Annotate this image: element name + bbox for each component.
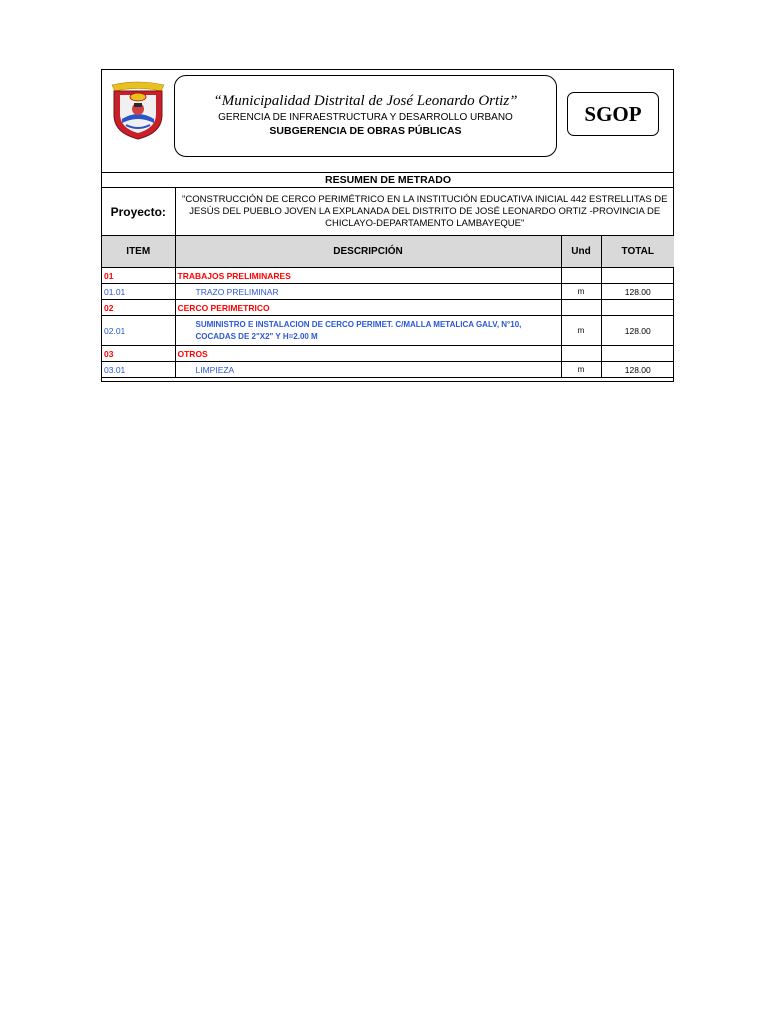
table-row [102,316,674,346]
item-description: CERCO PERIMETRICO [175,300,561,316]
metrado-table [102,172,674,378]
table-row [102,268,674,284]
resumen-row [102,172,674,188]
column-header-item: ITEM [102,236,175,268]
subgerencia-name: SUBGERENCIA DE OBRAS PÚBLICAS [269,125,462,137]
item-code: 01 [102,268,175,284]
item-total [601,346,674,362]
item-description: LIMPIEZA [175,362,561,378]
table-row [102,346,674,362]
item-unit: m [561,284,601,300]
document-header [102,70,673,173]
item-total [601,268,674,284]
item-code: 02 [102,300,175,316]
item-unit [561,346,601,362]
item-code: 02.01 [102,316,175,346]
item-unit: m [561,362,601,378]
gerencia-name: GERENCIA DE INFRAESTRUCTURA Y DESARROLLO URBANO [218,112,513,123]
title-box [174,75,557,157]
item-total: 128.00 [601,316,674,346]
proyecto-label: Proyecto: [102,188,175,236]
sgop-badge: SGOP [567,92,659,136]
item-description: OTROS [175,346,561,362]
item-total [601,300,674,316]
item-description: SUMINISTRO E INSTALACION DE CERCO PERIMET. C/MALLA METALICA GALV, N°10, COCADAS DE 2"X2" Y H=2.00 M [175,316,561,346]
table-row [102,284,674,300]
municipality-name: “Municipalidad Distrital de José Leonardo Ortiz” [213,93,518,109]
item-code: 03.01 [102,362,175,378]
resumen-title: RESUMEN DE METRADO [102,172,674,188]
item-total: 128.00 [601,284,674,300]
table-row [102,300,674,316]
municipal-crest-icon [108,79,168,141]
metrado-sheet [101,69,674,382]
proyecto-text: "CONSTRUCCIÓN DE CERCO PERIMÉTRICO EN LA INSTITUCIÓN EDUCATIVA INICIAL 442 ESTRELLITAS DE JESÚS DEL PUEBLO JOVEN LA EXPLANADA DEL DISTRITO DE JOSÉ LEONARDO ORTIZ -PROVINCIA DE CHICLAYO-DEPARTAMENTO LAMBAYEQUE" [175,188,674,236]
proyecto-row [102,188,674,236]
item-description: TRABAJOS PRELIMINARES [175,268,561,284]
column-header-und: Und [561,236,601,268]
item-unit [561,268,601,284]
item-unit: m [561,316,601,346]
table-header [102,236,674,268]
item-total: 128.00 [601,362,674,378]
item-description: TRAZO PRELIMINAR [175,284,561,300]
column-header-descripcion: DESCRIPCIÓN [175,236,561,268]
table-row [102,362,674,378]
item-unit [561,300,601,316]
item-code: 01.01 [102,284,175,300]
column-header-total: TOTAL [601,236,674,268]
item-code: 03 [102,346,175,362]
